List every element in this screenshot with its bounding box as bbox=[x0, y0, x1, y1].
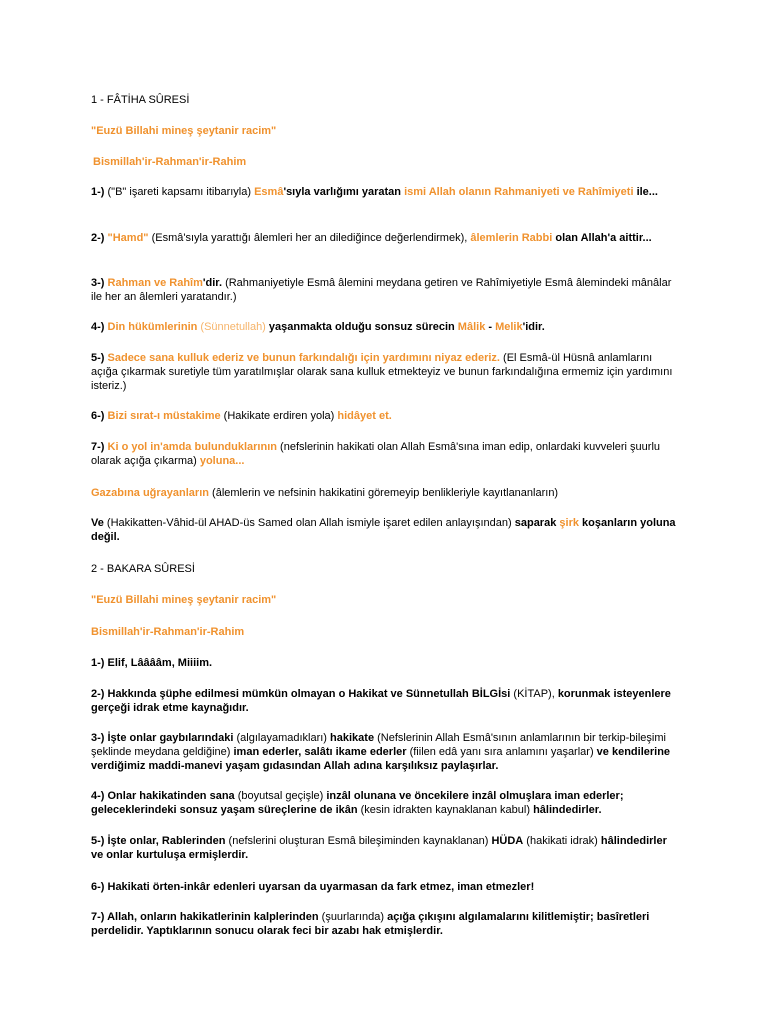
euzu-line: "Euzü Billahi mineş şeytanir racim" bbox=[91, 125, 277, 137]
bakara-verse-3: 3-) İşte onlar gaybılarındaki (algılayamadıkları) hakikate (Nefslerinin Allah Esmâ'sının anlamlarının bir terkip-bileşimi şeklinde meydana geldiğine) iman ederler, salâtı ikame ederler (fiilen edâ yanı sıra anlamını yaşarlar) ve kendilerine verdiğimiz maddi-manevi yaşam gıdasından Allah adına karşılıksız paylaşırlar. bbox=[91, 732, 671, 772]
verse-dallin: Ve (Hakikatten-Vâhid-ül AHAD-üs Samed olan Allah ismiyle işaret edilen anlayışından) saparak şirk koşanların yoluna değil. bbox=[91, 517, 676, 543]
verse-3: 3-) Rahman ve Rahîm'dir. (Rahmaniyetiyle Esmâ âlemini meydana getiren ve Rahîmiyetiyle Esmâ âlemindeki mânâlar ile her an âlemleri yaratandır.) bbox=[91, 277, 672, 303]
bakara-verse-2: 2-) Hakkında şüphe edilmesi mümkün olmayan o Hakikat ve Sünnetullah BİLGİsi (KİTAP), korunmak isteyenlere gerçeği idrak etme kaynağıdır. bbox=[91, 688, 671, 714]
verse-gazab: Gazabına uğrayanların (âlemlerin ve nefsinin hakikatini göremeyip benlikleriyle kayıtlananların) bbox=[91, 487, 559, 499]
bakara-verse-7: 7-) Allah, onların hakikatlerinin kalplerinden (şuurlarında) açığa çıkışını algılamalarını kilitlemiştir; basîretleri perdelidir. Yaptıklarının sonucu olarak feci bir azabı hak etmişlerdir. bbox=[91, 911, 650, 937]
besmele-line: Bismillah'ir-Rahman'ir-Rahim bbox=[93, 156, 247, 168]
verse-1: 1-) ("B" işareti kapsamı itibarıyla) Esmâ'sıyla varlığımı yaratan ismi Allah olanın Rahmaniyeti ve Rahîmiyeti ile... bbox=[91, 186, 658, 198]
section-heading-bakara: 2 - BAKARA SÛRESİ bbox=[91, 563, 195, 575]
euzu-line-2: "Euzü Billahi mineş şeytanir racim" bbox=[91, 594, 277, 606]
verse-6: 6-) Bizi sırat-ı müstakime (Hakikate erdiren yola) hidâyet et. bbox=[91, 410, 392, 422]
bakara-verse-6: 6-) Hakikati örten-inkâr edenleri uyarsan da uyarmasan da fark etmez, iman etmezler! bbox=[91, 881, 535, 893]
verse-2: 2-) "Hamd" (Esmâ'sıyla yarattığı âlemleri her an dilediğince değerlendirmek), âlemlerin Rabbi olan Allah'a aittir... bbox=[91, 232, 652, 244]
section-heading-fatiha: 1 - FÂTİHA SÛRESİ bbox=[91, 94, 190, 106]
verse-5: 5-) Sadece sana kulluk ederiz ve bunun farkındalığı için yardımını niyaz ederiz. (El Esmâ-ül Hüsnâ anlamlarını açığa çıkarmak suretiyle tüm yaratılmışlar olarak sana kulluk etmekteyiz ve bunun farkındalığına ermemiz için yardımını isteriz.) bbox=[91, 352, 673, 392]
bakara-verse-4: 4-) Onlar hakikatinden sana (boyutsal geçişle) inzâl olunana ve öncekilere inzâl olmuşlara iman ederler; geleceklerindeki sonsuz yaşam süreçlerine de ikân (kesin idrakten kaynaklanan kabul) hâlindedirler. bbox=[91, 790, 624, 816]
verse-4: 4-) Din hükümlerinin (Sünnetullah) yaşanmakta olduğu sonsuz sürecin Mâlik - Melik'idir. bbox=[91, 321, 545, 333]
besmele-line-2: Bismillah'ir-Rahman'ir-Rahim bbox=[91, 626, 245, 638]
verse-7: 7-) Ki o yol in'amda bulunduklarının (nefslerinin hakikati olan Allah Esmâ'sına iman edip, onlardaki kuvveleri şuurlu olarak açığa çıkarma) yoluna... bbox=[91, 441, 661, 467]
bakara-verse-5: 5-) İşte onlar, Rablerinden (nefslerini oluşturan Esmâ bileşiminden kaynaklanan) HÜDA (hakikati idrak) hâlindedirler ve onlar kurtuluşa ermişlerdir. bbox=[91, 835, 667, 861]
bakara-verse-1: 1-) Elif, Lââââm, Miiiim. bbox=[91, 657, 213, 669]
